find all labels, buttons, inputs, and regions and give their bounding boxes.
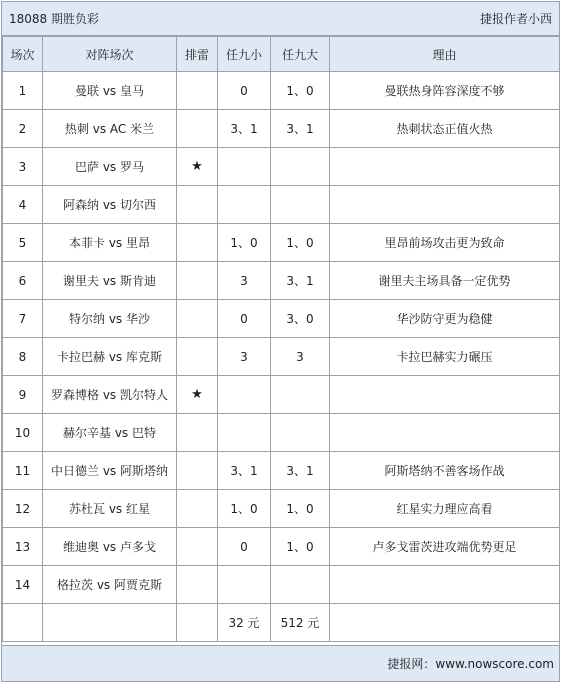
r9-big-pick — [271, 186, 330, 224]
r9-big-pick: 3、1 — [271, 452, 330, 490]
pick-reason: 华沙防守更为稳健 — [330, 300, 560, 338]
table-row — [3, 72, 560, 110]
r9-big-pick — [271, 148, 330, 186]
pick-reason: 卡拉巴赫实力碾压 — [330, 338, 560, 376]
pick-reason — [330, 148, 560, 186]
match-teams: 特尔纳 vs 华沙 — [43, 300, 177, 338]
exclude-mark — [177, 110, 218, 148]
r9-small-pick — [218, 566, 271, 604]
match-number: 11 — [3, 452, 43, 490]
issue-title: 18088 期胜负彩 — [9, 12, 99, 26]
match-number: 4 — [3, 186, 43, 224]
table-row — [3, 110, 560, 148]
match-teams: 中日德兰 vs 阿斯塔纳 — [43, 452, 177, 490]
pick-reason: 卢多戈雷茨进攻端优势更足 — [330, 528, 560, 566]
table-row — [3, 490, 560, 528]
match-teams: 罗森博格 vs 凯尔特人 — [43, 376, 177, 414]
exclude-mark — [177, 262, 218, 300]
match-teams: 赫尔辛基 vs 巴特 — [43, 414, 177, 452]
exclude-mark — [177, 338, 218, 376]
exclude-mark: ★ — [177, 148, 218, 186]
match-teams: 曼联 vs 皇马 — [43, 72, 177, 110]
r9-big-pick — [271, 414, 330, 452]
r9-small-pick: 3、1 — [218, 452, 271, 490]
lottery-sheet — [1, 1, 560, 682]
match-number: 14 — [3, 566, 43, 604]
match-teams: 谢里夫 vs 斯肯迪 — [43, 262, 177, 300]
match-number: 10 — [3, 414, 43, 452]
exclude-mark — [177, 566, 218, 604]
match-number: 1 — [3, 72, 43, 110]
match-teams: 维迪奥 vs 卢多戈 — [43, 528, 177, 566]
r9-big-pick: 1、0 — [271, 72, 330, 110]
match-teams: 格拉茨 vs 阿贾克斯 — [43, 566, 177, 604]
match-teams: 阿森纳 vs 切尔西 — [43, 186, 177, 224]
match-number: 2 — [3, 110, 43, 148]
table-row — [3, 186, 560, 224]
total-r9-small: 32 元 — [218, 604, 271, 642]
r9-small-pick: 3、1 — [218, 110, 271, 148]
r9-big-pick: 3、0 — [271, 300, 330, 338]
totals-blank — [43, 604, 177, 642]
r9-big-pick: 1、0 — [271, 528, 330, 566]
exclude-mark — [177, 72, 218, 110]
pick-reason — [330, 376, 560, 414]
exclude-mark — [177, 452, 218, 490]
match-number: 12 — [3, 490, 43, 528]
r9-small-pick — [218, 186, 271, 224]
match-number: 13 — [3, 528, 43, 566]
match-number: 9 — [3, 376, 43, 414]
pick-reason — [330, 414, 560, 452]
table-row — [3, 452, 560, 490]
footer-site: 捷报网：www.nowscore.com — [387, 657, 554, 671]
totals-blank — [3, 604, 43, 642]
col-header-match: 对阵场次 — [43, 37, 177, 72]
pick-reason: 阿斯塔纳不善客场作战 — [330, 452, 560, 490]
totals-blank — [177, 604, 218, 642]
table-row — [3, 262, 560, 300]
table-row — [3, 414, 560, 452]
author-label: 捷报作者小西 — [479, 12, 552, 26]
match-teams: 苏杜瓦 vs 红星 — [43, 490, 177, 528]
match-number: 3 — [3, 148, 43, 186]
match-number: 5 — [3, 224, 43, 262]
match-teams: 巴萨 vs 罗马 — [43, 148, 177, 186]
match-teams: 卡拉巴赫 vs 库克斯 — [43, 338, 177, 376]
pick-reason — [330, 186, 560, 224]
table-row — [3, 566, 560, 604]
r9-small-pick: 1、0 — [218, 224, 271, 262]
exclude-mark — [177, 528, 218, 566]
total-r9-big: 512 元 — [271, 604, 330, 642]
r9-small-pick: 0 — [218, 72, 271, 110]
table-row — [3, 376, 560, 414]
table-row — [3, 224, 560, 262]
r9-small-pick: 0 — [218, 300, 271, 338]
footer-bar — [2, 645, 559, 681]
col-header-r9-big: 任九大 — [271, 37, 330, 72]
exclude-mark — [177, 300, 218, 338]
r9-big-pick: 3、1 — [271, 110, 330, 148]
r9-big-pick: 3、1 — [271, 262, 330, 300]
exclude-mark — [177, 186, 218, 224]
table-row — [3, 300, 560, 338]
table-row — [3, 148, 560, 186]
r9-big-pick: 3 — [271, 338, 330, 376]
title-bar — [2, 2, 559, 36]
table-row — [3, 338, 560, 376]
pick-reason: 红星实力理应高看 — [330, 490, 560, 528]
match-teams: 热刺 vs AC 米兰 — [43, 110, 177, 148]
r9-small-pick — [218, 376, 271, 414]
r9-small-pick: 1、0 — [218, 490, 271, 528]
exclude-mark: ★ — [177, 376, 218, 414]
pick-reason: 热刺状态正值火热 — [330, 110, 560, 148]
col-header-no: 场次 — [3, 37, 43, 72]
r9-big-pick — [271, 566, 330, 604]
col-header-reason: 理由 — [330, 37, 560, 72]
match-number: 7 — [3, 300, 43, 338]
col-header-exclude: 排雷 — [177, 37, 218, 72]
exclude-mark — [177, 224, 218, 262]
r9-small-pick: 0 — [218, 528, 271, 566]
exclude-mark — [177, 414, 218, 452]
r9-big-pick: 1、0 — [271, 224, 330, 262]
header-row — [3, 37, 560, 72]
pick-reason — [330, 566, 560, 604]
match-teams: 本菲卡 vs 里昂 — [43, 224, 177, 262]
r9-small-pick — [218, 414, 271, 452]
match-number: 6 — [3, 262, 43, 300]
col-header-r9-small: 任九小 — [218, 37, 271, 72]
totals-blank — [330, 604, 560, 642]
r9-big-pick: 1、0 — [271, 490, 330, 528]
r9-small-pick: 3 — [218, 262, 271, 300]
r9-small-pick: 3 — [218, 338, 271, 376]
r9-big-pick — [271, 376, 330, 414]
table-body — [3, 72, 560, 604]
pick-reason: 曼联热身阵容深度不够 — [330, 72, 560, 110]
prediction-table — [2, 36, 560, 642]
r9-small-pick — [218, 148, 271, 186]
match-number: 8 — [3, 338, 43, 376]
pick-reason: 里昂前场攻击更为致命 — [330, 224, 560, 262]
table-row — [3, 528, 560, 566]
pick-reason: 谢里夫主场具备一定优势 — [330, 262, 560, 300]
exclude-mark — [177, 490, 218, 528]
totals-row — [3, 604, 560, 642]
